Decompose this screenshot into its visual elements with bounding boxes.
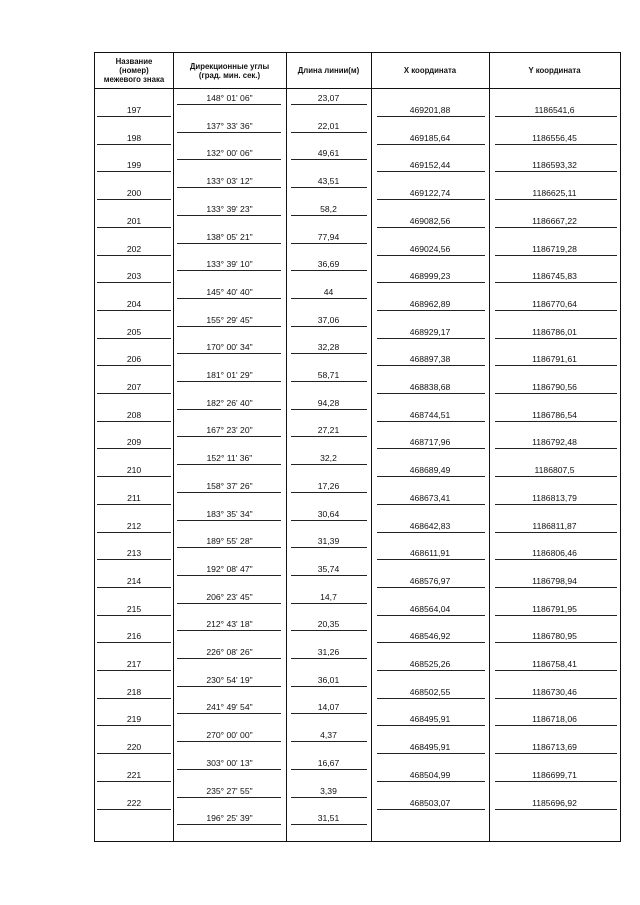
segment-length: 17,26 [317,480,340,491]
segment-underline [291,132,367,133]
segment-angle: 152° 11' 36" [206,453,253,464]
point-y-coordinate: 1186770,64 [532,298,577,309]
segment-underline [177,686,281,687]
segment-length: 14,07 [317,702,340,713]
point-underline [97,504,171,505]
point-x-coordinate: 468689,49 [409,465,451,476]
segment-angle: 196° 25' 39" [206,813,253,824]
point-underline [495,448,617,449]
segment-angle: 145° 40' 40" [206,286,253,297]
point-y-coordinate: 1186745,83 [532,271,577,282]
point-underline [495,199,617,200]
point-y-coordinate: 1186811,87 [532,520,577,531]
point-name: 217 [126,659,142,669]
segment-angle: 158° 37' 26" [206,480,253,491]
segment-underline [291,298,367,299]
point-x-coordinate: 469185,64 [409,132,451,143]
segment-angle: 167° 23' 20" [206,425,253,436]
point-x-coordinate: 468611,91 [410,548,450,559]
point-name: 198 [126,132,142,143]
point-name: 211 [127,492,141,503]
point-underline [97,199,171,200]
point-x-coordinate: 468502,55 [409,686,451,697]
point-name: 212 [126,520,142,531]
segment-angle: 170° 00' 34" [206,342,253,353]
point-underline [97,116,171,117]
point-name: 202 [126,243,142,254]
point-x-coordinate: 469152,44 [409,160,451,171]
segment-underline [177,520,281,521]
point-y-coordinate: 1186806,46 [532,548,577,559]
segment-underline [177,159,281,160]
segment-underline [177,104,281,105]
segment-underline [291,104,367,105]
point-y-coordinate: 1186780,95 [532,631,577,642]
point-y-coordinate: 1186798,94 [532,575,577,586]
segment-underline [177,741,281,742]
segment-length: 27,21 [317,425,340,436]
point-underline [97,227,171,228]
point-name: 218 [126,686,142,697]
segment-angle: 183° 35' 34" [206,508,253,519]
point-underline [377,504,485,505]
point-name: 214 [126,575,142,586]
point-underline [97,393,171,394]
segment-angle: 270° 00' 00" [206,730,253,741]
point-underline [377,255,485,256]
point-underline [495,559,617,560]
segment-length: 77,94 [317,231,340,242]
point-underline [377,725,485,726]
segment-angle: 303° 00' 13" [206,757,253,768]
point-name: 199 [126,160,142,171]
point-name: 205 [126,326,142,337]
point-underline [377,642,485,643]
segment-underline [291,713,367,714]
point-underline [97,365,171,366]
point-x-coordinate: 468838,68 [409,382,451,392]
segment-length: 20,35 [317,619,340,630]
point-name: 221 [126,769,142,780]
point-underline [495,698,617,699]
point-x-coordinate: 468525,26 [409,659,451,669]
segment-length: 23,07 [317,93,340,103]
point-underline [97,642,171,643]
point-x-coordinate: 469122,74 [409,188,451,199]
segment-length: 35,74 [317,563,340,574]
segment-length: 32,28 [317,342,340,353]
segment-length: 43,51 [317,176,340,187]
segment-underline [291,436,367,437]
segment-length: 30,64 [317,508,340,519]
segment-underline [177,132,281,133]
point-underline [97,476,171,477]
point-underline [495,227,617,228]
segment-underline [291,630,367,631]
point-y-coordinate: 1186718,06 [532,714,577,725]
point-underline [377,670,485,671]
point-underline [495,255,617,256]
point-underline [97,310,171,311]
segment-underline [177,381,281,382]
point-name: 209 [126,437,142,448]
point-underline [377,365,485,366]
point-underline [495,781,617,782]
point-underline [97,781,171,782]
segment-underline [291,353,367,354]
point-name: 206 [126,354,142,365]
coordinates-table [94,52,621,842]
point-x-coordinate: 468576,97 [409,575,451,586]
segment-underline [177,243,281,244]
header-y: Y координата [528,66,581,75]
segment-length: 3,39 [320,785,337,796]
segment-angle: 189° 55' 28" [206,536,253,547]
segment-underline [291,575,367,576]
segment-underline [291,409,367,410]
segment-length: 31,51 [317,813,340,824]
point-x-coordinate: 468962,89 [409,298,451,309]
segment-underline [291,741,367,742]
point-x-coordinate: 469024,56 [409,243,451,254]
point-underline [377,227,485,228]
segment-angle: 132° 00' 06" [206,148,253,159]
point-y-coordinate: 1186719,28 [532,243,577,254]
point-x-coordinate: 468504,99 [409,769,451,780]
segment-underline [291,797,367,798]
point-underline [377,781,485,782]
point-underline [377,171,485,172]
point-name: 216 [126,631,142,642]
segment-underline [291,187,367,188]
point-underline [495,421,617,422]
segment-angle: 155° 29' 45" [206,314,253,325]
segment-length: 36,69 [317,259,340,270]
segment-underline [177,464,281,465]
segment-length: 58,2 [320,203,337,214]
point-name: 200 [126,188,142,199]
point-y-coordinate: 1186813,79 [532,492,577,503]
point-y-coordinate: 1186699,71 [532,769,577,780]
point-y-coordinate: 1186807,5 [534,465,575,476]
segment-angle: 226° 08' 26" [206,647,253,657]
segment-length: 32,2 [320,453,337,464]
point-x-coordinate: 469201,88 [409,105,451,115]
point-underline [97,532,171,533]
segment-underline [291,658,367,659]
segment-angle: 192° 08' 47" [206,563,253,574]
segment-underline [291,547,367,548]
segment-underline [291,769,367,770]
point-x-coordinate: 468673,41 [409,492,451,503]
header-name: Название (номер) межевого знака [103,57,165,84]
segment-underline [291,381,367,382]
segment-angle: 133° 39' 10" [206,259,253,270]
point-y-coordinate: 1186541,6 [534,105,575,115]
segment-underline [291,520,367,521]
point-y-coordinate: 1186791,95 [532,603,577,614]
segment-underline [177,436,281,437]
segment-underline [177,187,281,188]
point-underline [377,338,485,339]
point-y-coordinate: 1186791,61 [532,354,577,365]
segment-length: 22,01 [317,120,340,131]
point-underline [495,282,617,283]
point-underline [377,116,485,117]
point-x-coordinate: 468897,38 [409,354,451,365]
point-name: 220 [126,742,142,753]
point-x-coordinate: 468929,17 [409,326,451,337]
point-underline [97,171,171,172]
point-name: 197 [126,105,142,115]
point-underline [97,282,171,283]
segment-underline [291,215,367,216]
point-underline [97,255,171,256]
segment-underline [177,630,281,631]
point-y-coordinate: 1186730,46 [532,686,577,697]
point-x-coordinate: 468717,96 [409,437,451,448]
point-underline [495,338,617,339]
point-name: 222 [126,797,142,808]
point-x-coordinate: 468999,23 [409,271,451,282]
point-underline [97,559,171,560]
point-underline [495,310,617,311]
segment-underline [177,492,281,493]
point-x-coordinate: 468564,04 [409,603,451,614]
point-underline [495,171,617,172]
point-underline [495,670,617,671]
segment-length: 49,61 [317,148,340,159]
point-name: 213 [126,548,142,559]
segment-underline [291,270,367,271]
point-y-coordinate: 1186786,01 [532,326,577,337]
point-underline [377,753,485,754]
point-underline [97,144,171,145]
segment-angle: 230° 54' 19" [206,674,253,685]
point-y-coordinate: 1186758,41 [532,659,577,669]
segment-angle: 212° 43' 18" [206,619,253,630]
segment-angle: 235° 27' 55" [206,785,253,796]
segment-underline [291,326,367,327]
segment-underline [177,658,281,659]
point-x-coordinate: 468503,07 [409,797,451,808]
segment-length: 16,67 [317,757,340,768]
point-y-coordinate: 1186790,56 [532,382,577,392]
point-y-coordinate: 1186556,45 [532,132,577,143]
point-y-coordinate: 1186593,32 [532,160,577,171]
point-underline [377,448,485,449]
segment-length: 37,06 [317,314,340,325]
segment-underline [177,547,281,548]
point-x-coordinate: 468546,92 [409,631,451,642]
segment-length: 4,37 [320,730,337,741]
segment-underline [177,769,281,770]
segment-underline [177,353,281,354]
segment-underline [291,464,367,465]
segment-underline [177,409,281,410]
segment-length: 31,39 [317,536,340,547]
header-length: Длина линии(м) [297,66,360,75]
segment-underline [177,298,281,299]
segment-underline [177,326,281,327]
point-underline [97,670,171,671]
point-underline [97,421,171,422]
segment-length: 36,01 [317,674,340,685]
point-y-coordinate: 1186625,11 [532,188,577,199]
point-underline [377,615,485,616]
point-x-coordinate: 468495,91 [409,714,451,725]
point-underline [97,448,171,449]
segment-angle: 148° 01' 06" [206,93,253,103]
point-underline [377,698,485,699]
segment-underline [177,270,281,271]
segment-underline [291,686,367,687]
point-underline [495,504,617,505]
segment-underline [177,713,281,714]
point-x-coordinate: 468744,51 [409,409,451,420]
point-underline [97,698,171,699]
segment-angle: 241° 49' 54" [206,702,253,713]
segment-underline [177,797,281,798]
segment-underline [177,824,281,825]
point-underline [495,725,617,726]
point-underline [377,809,485,810]
segment-angle: 138° 05' 21" [206,231,253,242]
point-underline [495,476,617,477]
point-x-coordinate: 468495,91 [409,742,451,753]
point-underline [377,144,485,145]
point-underline [97,338,171,339]
point-underline [495,393,617,394]
point-underline [495,365,617,366]
segment-underline [291,159,367,160]
point-underline [495,809,617,810]
point-underline [377,310,485,311]
point-y-coordinate: 1186713,69 [532,742,577,753]
point-underline [97,725,171,726]
point-underline [495,532,617,533]
point-underline [377,559,485,560]
segment-underline [291,603,367,604]
point-underline [495,642,617,643]
point-name: 210 [126,465,142,476]
point-y-coordinate: 1185696,92 [532,797,577,808]
segment-angle: 137° 33' 36" [206,120,253,131]
point-name: 201 [126,215,142,226]
segment-length: 31,26 [317,647,340,657]
point-x-coordinate: 468642,83 [409,520,451,531]
segment-underline [177,603,281,604]
point-name: 207 [126,382,142,392]
point-name: 203 [126,271,142,282]
point-underline [377,587,485,588]
segment-length: 14,7 [320,591,337,602]
segment-angle: 133° 03' 12" [206,176,253,187]
point-underline [495,615,617,616]
segment-length: 94,28 [317,397,340,408]
segment-angle: 133° 39' 23" [206,203,253,214]
segment-underline [291,492,367,493]
segment-underline [177,575,281,576]
segment-angle: 181° 01' 29" [206,370,253,380]
point-underline [97,809,171,810]
point-y-coordinate: 1186786,54 [532,409,577,420]
point-underline [377,532,485,533]
segment-length: 58,71 [317,370,340,380]
segment-length: 44 [323,286,334,297]
point-underline [97,615,171,616]
point-y-coordinate: 1186667,22 [532,215,577,226]
point-name: 204 [126,298,142,309]
point-x-coordinate: 469082,56 [409,215,451,226]
point-underline [495,116,617,117]
point-underline [495,144,617,145]
point-underline [495,753,617,754]
point-underline [377,282,485,283]
segment-underline [291,243,367,244]
point-y-coordinate: 1186792,48 [532,437,577,448]
header-angle: Дирекционные углы (град. мин. сек.) [189,61,270,80]
point-underline [97,587,171,588]
point-underline [495,587,617,588]
point-name: 219 [126,714,142,725]
point-underline [377,421,485,422]
segment-underline [177,215,281,216]
segment-angle: 206° 23' 45" [206,591,253,602]
point-underline [377,199,485,200]
point-name: 215 [126,603,142,614]
point-name: 208 [126,409,142,420]
table-body [95,89,620,841]
segment-underline [291,824,367,825]
point-underline [377,393,485,394]
segment-angle: 182° 26' 40" [206,397,253,408]
header-x: X координата [403,66,457,75]
point-underline [97,753,171,754]
point-underline [377,476,485,477]
